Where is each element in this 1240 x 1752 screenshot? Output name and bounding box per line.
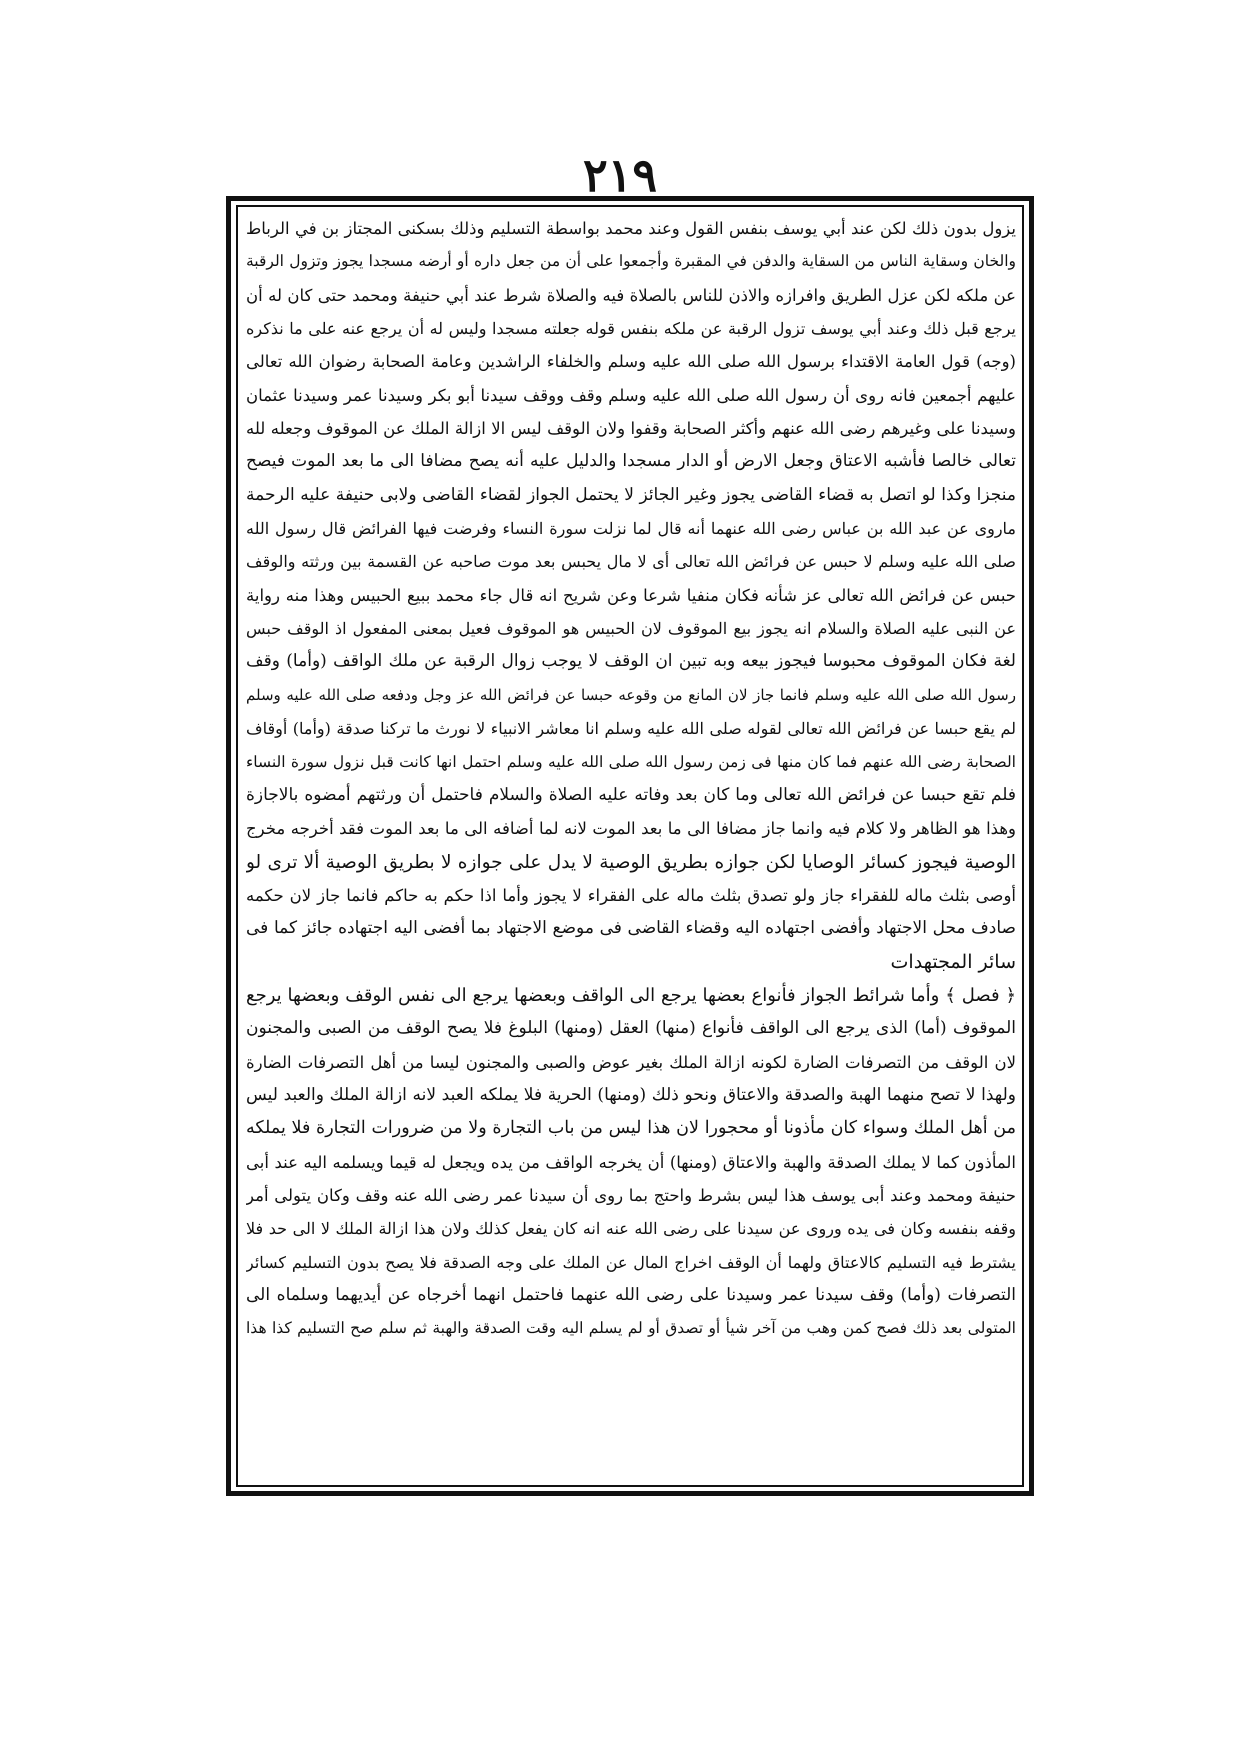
text-line: صادف محل الاجتهاد وأفضى اجتهاده اليه وقضاء القاضى فى موضع الاجتهاد بما أفضى اليه اجتهاده جائز كما فى — [246, 918, 1016, 939]
text-line: فلم تقع حبسا عن فرائض الله تعالى وما كان بعد وفاته عليه الصلاة والسلام فاحتمل أن ورثتهم أمضوه بالاجازة — [246, 784, 1016, 805]
page-number: ٢١٩ — [582, 148, 658, 202]
text-line: وهذا هو الظاهر ولا كلام فيه وانما جاز مضافا الى ما بعد الموت لانه لما أضافه الى ما بعد الموت فقد أخرجه مخرج — [246, 819, 1016, 839]
text-line: والخان وسقاية الناس من السقاية والدفن في المقبرة وأجمعوا على أن من جعل داره أو أرضه مسجدا يجوز وتزول الرقبة — [246, 252, 1016, 271]
text-line: الصحابة رضى الله عنهم فما كان منها فى زمن رسول الله صلى الله عليه وسلم احتمل انها كانت قبل نزول سورة النساء — [246, 752, 1016, 771]
text-line: الوصية فيجوز كسائر الوصايا لكن جوازه بطريق الوصية لا يدل على جوازه لا بطريق الوصية ألا ترى لو — [246, 851, 1016, 873]
text-line: التصرفات (وأما) وقف سيدنا عمر وسيدنا على رضى الله عنهما فاحتمل انهما أخرجاه عن أيديهما وسلماه الى — [246, 1285, 1016, 1305]
text-line: رسول الله صلى الله عليه وسلم فانما جاز لان المانع من وقوعه حبسا عن فرائض الله عز وجل ودفعه صلى الله عليه وسلم — [246, 685, 1016, 704]
text-line: ولهذا لا تصح منهما الهبة والصدقة والاعتاق ونحو ذلك (ومنها) الحرية فلا يملكه العبد لانه ازالة الملك والعبد ليس — [246, 1084, 1016, 1105]
text-line: سائر المجتهدات — [890, 950, 1016, 973]
text-line: حبس عن فرائض الله تعالى عز شأنه فكان منفيا شرعا وعن شريح انه قال جاء محمد ببيع الحبيس وهذا منه رواية — [246, 585, 1016, 605]
text-line: المتولى بعد ذلك فصح كمن وهب من آخر شيأ أو تصدق أو لم يسلم اليه وقت الصدقة والهبة ثم سلم صح التسليم كذا هذا — [246, 1319, 1016, 1338]
text-line: حنيفة ومحمد وعند أبى يوسف هذا ليس بشرط واحتج بما روى أن سيدنا عمر رضى الله عنه وقف وكان يتولى أمر — [246, 1185, 1016, 1205]
text-line: عليهم أجمعين فانه روى أن رسول الله صلى الله عليه وسلم وقف ووقف سيدنا أبو بكر وسيدنا عمر وسيدنا عثمان — [246, 385, 1016, 405]
text-line: تعالى خالصا فأشبه الاعتاق وجعل الارض أو الدار مسجدا والدليل عليه أنه يصح مضافا الى ما بعد الموت فيصح — [246, 451, 1016, 472]
text-line: عن النبى عليه الصلاة والسلام انه يجوز بيع الموقوف لان الحبيس هو الموقوف فعيل بمعنى المفعول اذ الوقف حبس — [246, 619, 1016, 639]
text-line: صلى الله عليه وسلم لا حبس عن فرائض الله تعالى أى لا مال يحبس بعد موت صاحبه عن القسمة بين ورثته والوقف — [246, 552, 1016, 572]
text-line: لم يقع حبسا عن فرائض الله تعالى لقوله صلى الله عليه وسلم انا معاشر الانبياء لا نورث ما تركنا صدقة (وأما) أوقاف — [246, 719, 1016, 739]
text-line: يشترط فيه التسليم كالاعتاق ولهما أن الوقف اخراج المال عن الملك على وجه الصدقة فلا يصح بدون التسليم كسائر — [246, 1252, 1016, 1272]
text-line: (وجه) قول العامة الاقتداء برسول الله صلى الله عليه وسلم والخلفاء الراشدين وعامة الصحابة رضوان الله تعالى — [246, 352, 1016, 372]
body-text — [246, 212, 1016, 1480]
text-line: وسيدنا على وغيرهم رضى الله عنهم وأكثر الصحابة وقفوا ولان الوقف ليس الا ازالة الملك عن الموقوف وجعله لله — [246, 419, 1016, 439]
text-line: الموقوف (أما) الذى يرجع الى الواقف فأنواع (منها) العقل (ومنها) البلوغ فلا يصح الوقف من الصبى والمجنون — [246, 1018, 1016, 1039]
text-line: منجزا وكذا لو اتصل به قضاء القاضى يجوز وغير الجائز لا يحتمل الجواز لقضاء القاضى ولابى حنيفة عليه الرحمة — [246, 484, 1016, 505]
text-line: المأذون كما لا يملك الصدقة والهبة والاعتاق (ومنها) أن يخرجه الواقف من يده ويجعل له قيما ويسلمه اليه عند أبى — [246, 1152, 1016, 1172]
text-line: من أهل الملك وسواء كان مأذونا أو محجورا لان هذا ليس من باب التجارة ولا من ضرورات التجارة فلا يملكه — [246, 1118, 1016, 1139]
text-line: يرجع قبل ذلك وعند أبي يوسف تزول الرقبة عن ملكه بنفس قوله جعلته مسجدا وليس له أن يرجع عنه على ما نذكره — [246, 319, 1016, 339]
text-line: وقفه بنفسه وكان فى يده وروى عن سيدنا على رضى الله عنه انه كان يفعل كذلك ولان هذا ازالة الملك لا الى حد فلا — [246, 1219, 1016, 1239]
text-line: لان الوقف من التصرفات الضارة لكونه ازالة الملك بغير عوض والصبى والمجنون ليسا من أهل التصرفات الضارة — [246, 1052, 1016, 1072]
text-line: أوصى بثلث ماله للفقراء جاز ولو تصدق بثلث ماله على الفقراء لا يجوز وأما اذا حكم به حاكم فانما جاز لان حكمه — [246, 885, 1016, 905]
text-line: يزول بدون ذلك لكن عند أبي يوسف بنفس القول وعند محمد بواسطة التسليم وذلك بسكنى المجتاز بن في الرباط — [246, 219, 1016, 238]
text-line: لغة فكان الموقوف محبوسا فيجوز بيعه وبه تبين ان الوقف لا يوجب زوال الرقبة عن ملك الواقف (وأما) وقف — [246, 651, 1016, 672]
text-line: ماروى عن عبد الله بن عباس رضى الله عنهما أنه قال لما نزلت سورة النساء وفرضت فيها الفرائض قال رسول الله — [246, 519, 1016, 539]
section-heading-line: ﴿ فصل ﴾ وأما شرائط الجواز فأنواع بعضها يرجع الى الواقف وبعضها يرجع الى نفس الوقف وبعضها يرجع — [246, 984, 1016, 1006]
text-line: عن ملكه لكن عزل الطريق وافرازه والاذن للناس بالصلاة فيه والصلاة شرط عند أبي حنيفة ومحمد حتى كان له أن — [246, 285, 1016, 305]
